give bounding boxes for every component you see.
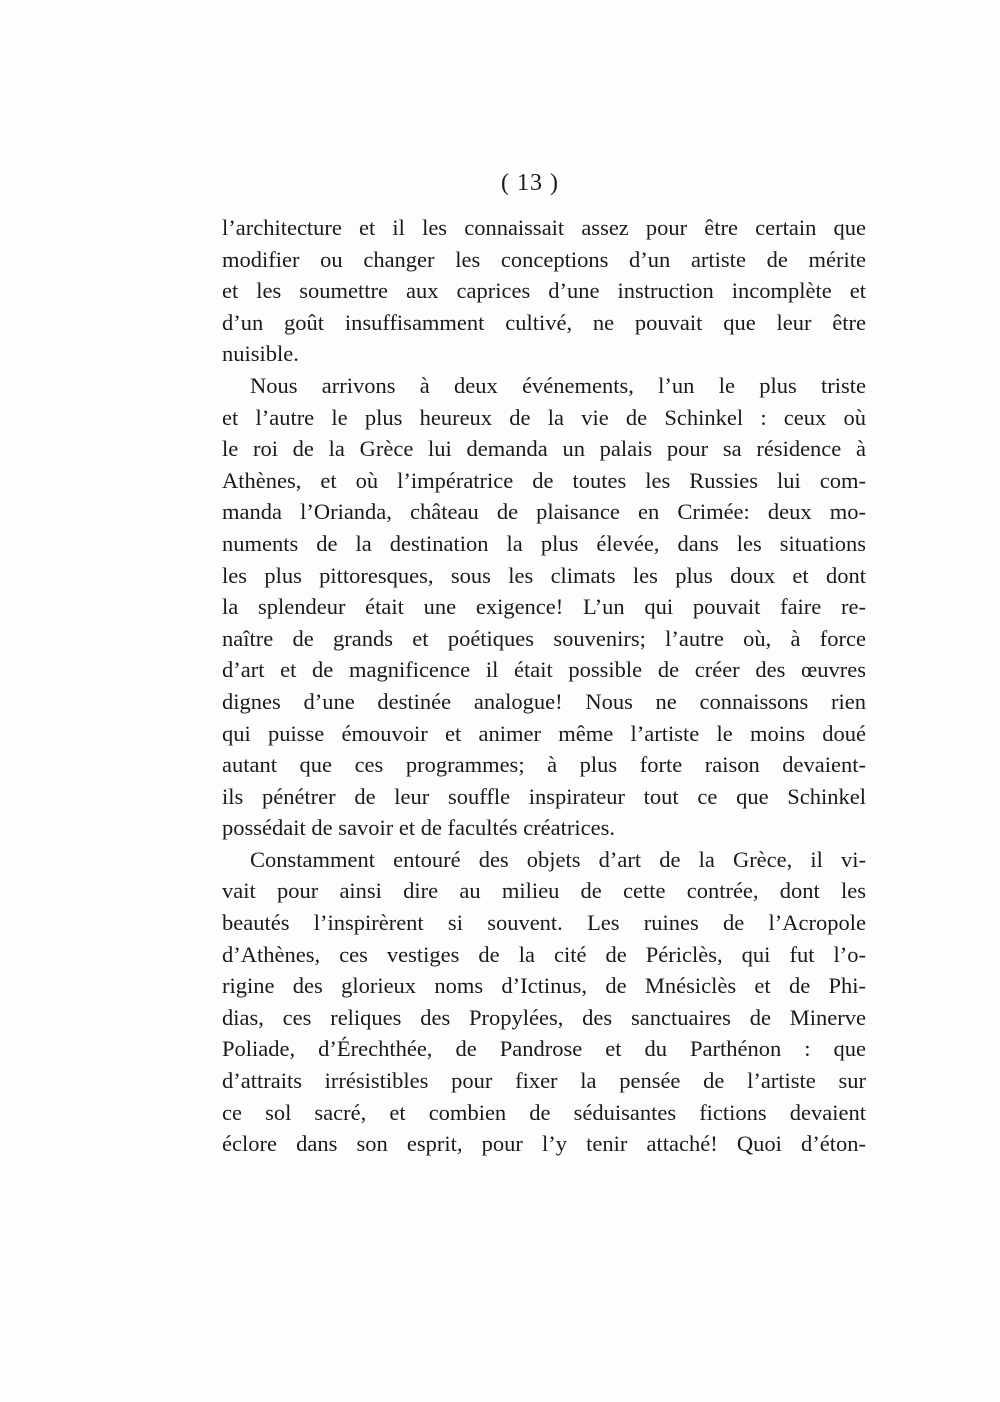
text-line: possédait de savoir et de facultés créatrices.	[222, 815, 615, 841]
page-number: ( 13 )	[501, 170, 559, 196]
text-line: Athènes, et où l’impératrice de toutes les Russies lui com-	[222, 467, 866, 493]
text-line: d’attraits irrésistibles pour fixer la pensée de l’artiste sur	[222, 1068, 866, 1094]
text-line: rigine des glorieux noms d’Ictinus, de Mnésiclès et de Phi-	[222, 973, 866, 999]
text-line: naître de grands et poétiques souvenirs; l’autre où, à force	[222, 625, 866, 651]
text-line: Nous arrivons à deux événements, l’un le plus triste	[250, 372, 866, 398]
text-line: le roi de la Grèce lui demanda un palais pour sa résidence à	[222, 436, 866, 462]
text-line: manda l’Orianda, château de plaisance en Crimée: deux mo-	[222, 499, 866, 525]
text-line: la splendeur était une exigence! L’un qui pouvait faire re-	[222, 594, 866, 620]
text-line: ils pénétrer de leur souffle inspirateur tout ce que Schinkel	[222, 783, 866, 809]
text-line: vait pour ainsi dire au milieu de cette contrée, dont les	[222, 878, 866, 904]
text-line: dignes d’une destinée analogue! Nous ne connaissons rien	[222, 688, 866, 714]
text-line: l’architecture et il les connaissait assez pour être certain que	[222, 215, 866, 240]
text-line: et l’autre le plus heureux de la vie de Schinkel : ceux où	[222, 404, 866, 430]
text-line: les plus pittoresques, sous les climats les plus doux et dont	[222, 562, 866, 588]
text-line: beautés l’inspirèrent si souvent. Les ruines de l’Acropole	[222, 910, 866, 936]
text-line: d’un goût insuffisamment cultivé, ne pouvait que leur être	[222, 309, 866, 335]
body-text	[222, 212, 866, 1160]
text-line: autant que ces programmes; à plus forte raison devaient-	[222, 752, 866, 778]
text-line: numents de la destination la plus élevée, dans les situations	[222, 530, 866, 556]
text-line: d’art et de magnificence il était possible de créer des œuvres	[222, 657, 866, 683]
text-line: qui puisse émouvoir et animer même l’artiste le moins doué	[222, 720, 866, 746]
text-line: Poliade, d’Érechthée, de Pandrose et du Parthénon : que	[222, 1036, 866, 1062]
text-line: ce sol sacré, et combien de séduisantes fictions devaient	[222, 1099, 866, 1125]
text-line: modifier ou changer les conceptions d’un artiste de mérite	[222, 246, 866, 272]
text-line: et les soumettre aux caprices d’une instruction incomplète et	[222, 278, 866, 304]
text-line: d’Athènes, ces vestiges de la cité de Périclès, qui fut l’o-	[222, 941, 866, 967]
text-line: Constamment entouré des objets d’art de la Grèce, il vi-	[250, 846, 866, 872]
text-line: dias, ces reliques des Propylées, des sanctuaires de Minerve	[222, 1004, 866, 1030]
text-line: éclore dans son esprit, pour l’y tenir attaché! Quoi d’éton-	[222, 1131, 866, 1157]
text-line: nuisible.	[222, 341, 299, 367]
